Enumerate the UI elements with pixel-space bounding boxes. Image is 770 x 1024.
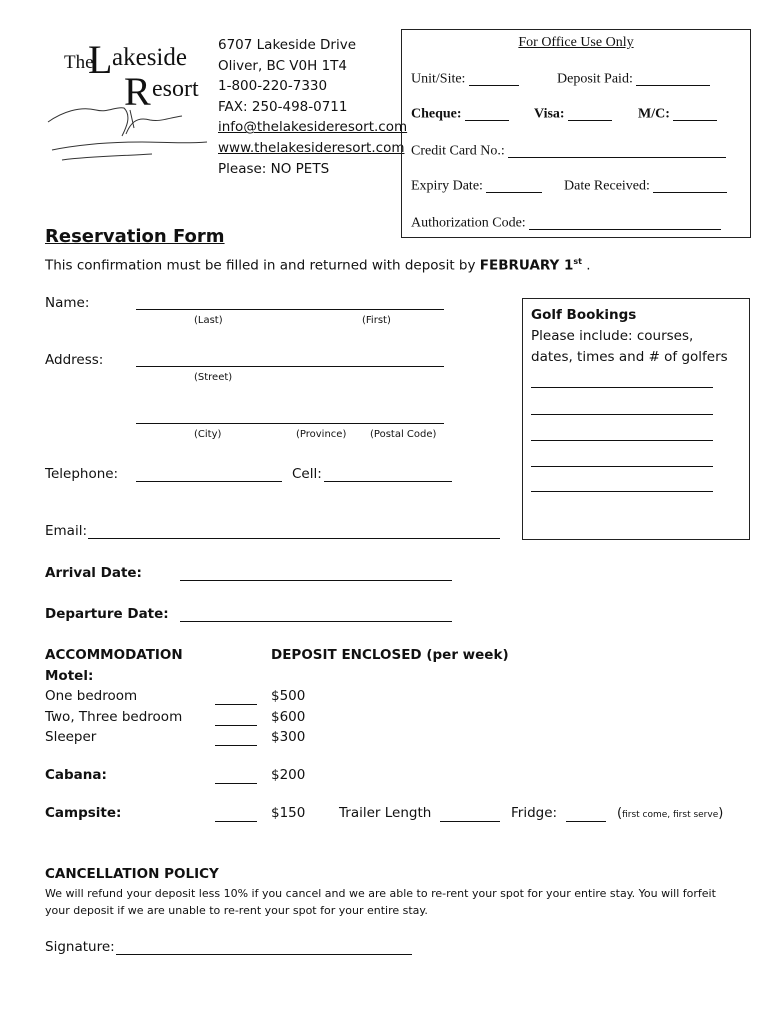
name-last-hint: (Last) bbox=[194, 315, 223, 326]
one-bedroom-field[interactable] bbox=[215, 690, 257, 705]
golf-line-4[interactable] bbox=[531, 452, 713, 467]
intro-post: . bbox=[582, 257, 591, 274]
one-bedroom-label: One bedroom bbox=[45, 688, 138, 704]
city-province-postal-field[interactable] bbox=[136, 407, 444, 424]
visa-field[interactable] bbox=[568, 106, 612, 121]
cabana-label: Cabana: bbox=[45, 767, 107, 783]
email-field[interactable] bbox=[88, 522, 500, 539]
phone-number: 1-800-220-7330 bbox=[218, 78, 328, 95]
credit-card-field[interactable] bbox=[508, 143, 726, 158]
sleeper-field[interactable] bbox=[215, 731, 257, 746]
office-title: For Office Use Only bbox=[518, 35, 634, 50]
telephone-label: Telephone: bbox=[45, 466, 119, 482]
golf-line-5[interactable] bbox=[531, 477, 713, 492]
signature-label: Signature: bbox=[45, 939, 115, 955]
cheque-field[interactable] bbox=[465, 106, 509, 121]
name-field[interactable] bbox=[136, 293, 444, 310]
mc-label: M/C: bbox=[638, 106, 670, 122]
signature-field[interactable] bbox=[116, 938, 412, 955]
date-received-label: Date Received: bbox=[564, 178, 650, 194]
golf-title: Golf Bookings bbox=[531, 307, 637, 323]
deposit-paid-field[interactable] bbox=[636, 71, 710, 86]
cabana-field[interactable] bbox=[215, 769, 257, 784]
office-use-box bbox=[401, 29, 751, 238]
logo-esort: esort bbox=[152, 76, 199, 102]
form-title: Reservation Form bbox=[45, 226, 225, 247]
golf-bookings-box bbox=[522, 298, 750, 540]
email-link[interactable]: info@thelakesideresort.com bbox=[218, 119, 408, 136]
two-three-bedroom-field[interactable] bbox=[215, 711, 257, 726]
mc-field[interactable] bbox=[673, 106, 717, 121]
unit-site-label: Unit/Site: bbox=[411, 71, 466, 87]
telephone-field[interactable] bbox=[136, 465, 282, 482]
expiry-field[interactable] bbox=[486, 178, 542, 193]
cell-field[interactable] bbox=[324, 465, 452, 482]
cell-label: Cell: bbox=[292, 466, 322, 482]
street-field[interactable] bbox=[136, 350, 444, 367]
visa-label: Visa: bbox=[534, 106, 565, 122]
golf-line-2[interactable] bbox=[531, 400, 713, 415]
accommodation-heading: ACCOMMODATION bbox=[45, 647, 183, 663]
motel-heading: Motel: bbox=[45, 668, 94, 684]
golf-instruction-2: dates, times and # of golfers bbox=[531, 349, 728, 365]
two-three-bedroom-price: $600 bbox=[271, 709, 306, 725]
cabana-price: $200 bbox=[271, 767, 306, 783]
date-received-field[interactable] bbox=[653, 178, 727, 193]
pets-notice: Please: NO PETS bbox=[218, 160, 330, 177]
street-hint: (Street) bbox=[194, 372, 233, 383]
logo-akeside: akeside bbox=[112, 44, 187, 71]
arrival-label: Arrival Date: bbox=[45, 565, 142, 581]
logo-big-l: L bbox=[88, 37, 113, 82]
authorization-field[interactable] bbox=[529, 215, 721, 230]
address-line2: Oliver, BC V0H 1T4 bbox=[218, 57, 347, 74]
intro-deadline: FEBRUARY 1 bbox=[479, 257, 574, 274]
resort-logo bbox=[42, 38, 212, 168]
golf-line-1[interactable] bbox=[531, 373, 713, 388]
name-label: Name: bbox=[45, 295, 90, 311]
address-label: Address: bbox=[45, 352, 104, 368]
two-three-bedroom-label: Two, Three bedroom bbox=[45, 709, 183, 725]
email-label: Email: bbox=[45, 523, 88, 539]
lake-wave-graphic bbox=[42, 98, 212, 168]
cheque-label: Cheque: bbox=[411, 106, 462, 122]
one-bedroom-price: $500 bbox=[271, 688, 306, 704]
fridge-field[interactable] bbox=[566, 807, 606, 822]
name-first-hint: (First) bbox=[362, 315, 391, 326]
arrival-field[interactable] bbox=[180, 564, 452, 581]
postal-hint: (Postal Code) bbox=[370, 429, 437, 440]
logo-big-r: R bbox=[124, 69, 151, 114]
campsite-field[interactable] bbox=[215, 807, 257, 822]
intro-text bbox=[45, 257, 591, 274]
intro-sup: st bbox=[573, 257, 583, 266]
address-line1: 6707 Lakeside Drive bbox=[218, 37, 357, 53]
intro-pre: This confirmation must be filled in and returned with deposit by bbox=[45, 257, 480, 274]
trailer-length-field[interactable] bbox=[440, 807, 500, 822]
contact-block bbox=[218, 35, 407, 179]
website-link[interactable]: www.thelakesideresort.com bbox=[218, 139, 405, 156]
fax-number: FAX: 250-498-0711 bbox=[218, 98, 348, 115]
authorization-label: Authorization Code: bbox=[411, 215, 526, 231]
departure-field[interactable] bbox=[180, 605, 452, 622]
city-hint: (City) bbox=[194, 429, 222, 440]
first-come-text: first come, first serve bbox=[622, 810, 719, 820]
credit-card-label: Credit Card No.: bbox=[411, 143, 505, 159]
logo-the: The bbox=[64, 52, 94, 73]
deposit-heading: DEPOSIT ENCLOSED (per week) bbox=[271, 647, 509, 663]
province-hint: (Province) bbox=[296, 429, 347, 440]
departure-label: Departure Date: bbox=[45, 606, 169, 622]
fridge-label: Fridge: bbox=[511, 805, 558, 821]
golf-line-3[interactable] bbox=[531, 426, 713, 441]
expiry-label: Expiry Date: bbox=[411, 178, 483, 194]
deposit-paid-label: Deposit Paid: bbox=[557, 71, 633, 87]
sleeper-label: Sleeper bbox=[45, 729, 97, 745]
campsite-price: $150 bbox=[271, 805, 306, 821]
first-come-note: (first come, first serve) bbox=[617, 806, 724, 821]
trailer-length-label: Trailer Length bbox=[339, 805, 432, 821]
sleeper-price: $300 bbox=[271, 729, 306, 745]
cancellation-text: We will refund your deposit less 10% if you cancel and we are able to re-rent your spot for your entire stay. You will forfeit your deposit if we are unable to re-rent your spot for your entire stay. bbox=[45, 887, 716, 917]
campsite-label: Campsite: bbox=[45, 805, 122, 821]
unit-site-field[interactable] bbox=[469, 71, 519, 86]
golf-instruction-1: Please include: courses, bbox=[531, 328, 694, 344]
cancellation-heading: CANCELLATION POLICY bbox=[45, 866, 219, 882]
